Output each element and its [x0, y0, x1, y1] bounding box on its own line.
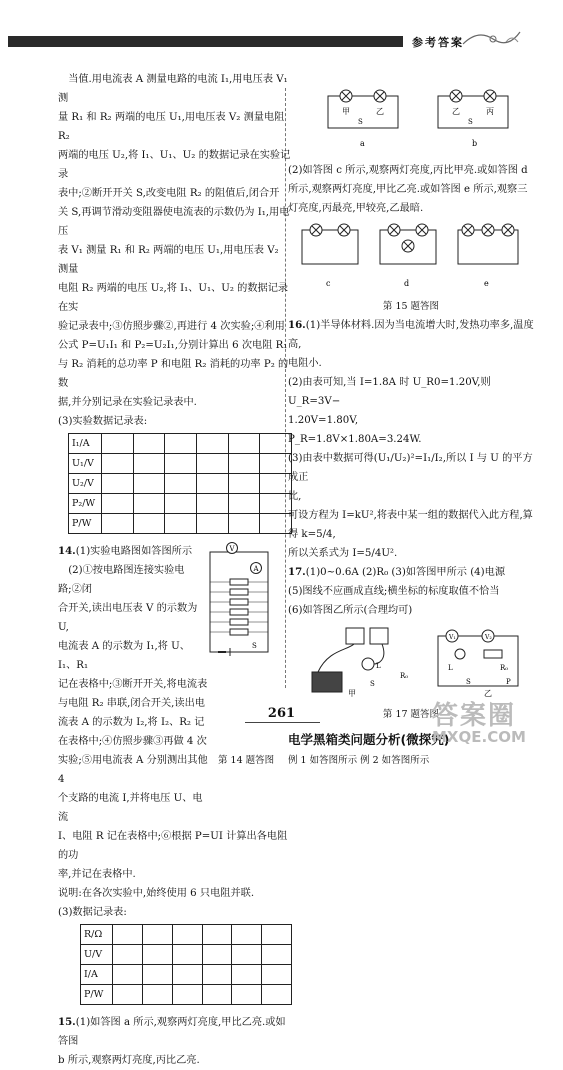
q17-figure	[288, 620, 528, 698]
q14-circuit-figure	[204, 542, 274, 660]
text-span: (1)实验电路图如答图所示	[75, 546, 193, 557]
text-line: 在表格中;④仿照步骤③再做 4 次	[58, 736, 207, 747]
table-cell	[172, 925, 202, 945]
text-line: 所以关系式为 I=5/4U².	[288, 548, 398, 559]
table-cell	[133, 454, 165, 474]
lamp-label: 甲	[342, 107, 350, 116]
table-cell	[101, 514, 133, 534]
page-number-rule	[245, 722, 320, 723]
text-line: (5)图线不应画成直线;横坐标的标度取值不恰当	[288, 586, 500, 597]
switch-label: S	[466, 678, 471, 686]
table-cell	[101, 474, 133, 494]
q16-line	[288, 316, 534, 354]
table-cell	[133, 474, 165, 494]
section-title: 电学黑箱类问题分析(微探究)	[288, 732, 450, 747]
header-stripe	[8, 36, 403, 47]
table-cell	[228, 474, 260, 494]
table-cell	[113, 925, 143, 945]
text-line: 合开关,读出电压表 V 的示数为 U,	[58, 603, 198, 633]
figure-caption: 第 14 题答图	[218, 755, 275, 766]
header-tag: 参考答案	[412, 36, 464, 49]
table-cell	[142, 985, 172, 1005]
lamp-label: 丙	[486, 107, 494, 116]
table-cell	[202, 945, 232, 965]
text-line: 记在表格中;③断开开关,将电流表	[58, 679, 208, 690]
table-cell	[262, 925, 292, 945]
row-header: U₂/V	[69, 474, 102, 494]
table-cell	[196, 474, 228, 494]
text-line: 说明:在各次实验中,始终使用 6 只电阻并联.	[58, 888, 255, 899]
table-cell	[113, 945, 143, 965]
switch-label: S	[468, 118, 473, 126]
table-cell	[260, 514, 292, 534]
text-line: 据,并分别记录在实验记录表中.	[58, 397, 197, 408]
q15-figure-cde	[288, 218, 528, 290]
row-header: P/W	[69, 514, 102, 534]
fig-label-d: d	[404, 279, 410, 288]
switch-label: S	[358, 118, 363, 126]
text-line: 公式 P=U₁I₁ 和 P₂=U₂I₁,分别计算出 6 次电阻 R₁	[58, 340, 288, 351]
question-number: 15.	[58, 1016, 76, 1028]
table-row	[69, 514, 292, 534]
q14-block	[58, 542, 292, 922]
text-line: 当值.用电流表 A 测量电路的电流 I₁,用电压表 V₁ 测	[58, 74, 288, 104]
fig-label-c: c	[326, 279, 331, 288]
text-line: 与 R₂ 消耗的总功率 P 和电阻 R₂ 消耗的功率 P₂ 的数	[58, 359, 289, 389]
page-number: 261	[267, 706, 296, 721]
table-cell	[172, 945, 202, 965]
text-line: 量 R₁ 和 R₂ 两端的电压 U₁,用电压表 V₂ 测量电阻 R₂	[58, 112, 285, 142]
text-span: (1)0~0.6A (2)R₀ (3)如答图甲所示 (4)电源	[305, 567, 506, 578]
text-line: P_R=1.8V×1.80A=3.24W.	[288, 434, 422, 445]
question-number: 14.	[58, 545, 76, 557]
table-cell	[228, 514, 260, 534]
text-line: 比,	[288, 491, 302, 502]
resistor-label: R₀	[500, 664, 509, 672]
table-cell	[228, 494, 260, 514]
table-cell	[133, 434, 165, 454]
text-line: 灯亮度,丙最亮,甲较亮,乙最暗.	[288, 203, 424, 214]
switch-label: S	[252, 642, 257, 650]
table-cell	[260, 494, 292, 514]
resistor-symbol	[230, 609, 248, 615]
text-line: I、电阻 R 记在表格中;⑥根据 P=UI 计算出各电阻的功	[58, 831, 288, 861]
q15-block	[58, 1013, 292, 1070]
text-line: 表 V₁ 测量 R₁ 和 R₂ 两端的电压 U₁,用电压表 V₂ 测量	[58, 245, 279, 275]
text-line: (3)由表中数据可得(U₁/U₂)²=I₁/I₂,所以 I 与 U 的平方成正	[288, 453, 533, 483]
question-number: 17.	[288, 566, 306, 578]
table-row	[81, 925, 292, 945]
text-span: (1)如答图 a 所示,观察两灯亮度,甲比乙亮.或如答图	[58, 1017, 286, 1047]
text-line: 所示,观察两灯亮度,甲比乙亮.或如答图 e 所示,观察三	[288, 184, 528, 195]
table-cell	[101, 494, 133, 514]
row-header: U/V	[81, 945, 113, 965]
voltmeter-label: V	[229, 545, 235, 553]
text-line: b 所示,观察两灯亮度,丙比乙亮.	[58, 1055, 200, 1066]
table-cell	[113, 965, 143, 985]
table-cell	[228, 434, 260, 454]
q13-continued	[58, 70, 292, 431]
text-line: (2)如答图 c 所示,观察两灯亮度,丙比甲亮.或如答图 d	[288, 165, 528, 176]
row-header: I/A	[81, 965, 113, 985]
text-line: (2)①按电路图连接实验电路;②闭	[58, 565, 185, 595]
text-span: (1)半导体材料.因为当电流增大时,发热功率多,温度高,	[288, 320, 534, 350]
fig-label-b: b	[472, 139, 478, 148]
table-cell	[196, 494, 228, 514]
page-header	[0, 0, 563, 60]
fig-label-jia: 甲	[348, 689, 356, 698]
table-title: (3)实验数据记录表:	[58, 416, 148, 427]
row-header: R/Ω	[81, 925, 113, 945]
table-cell	[196, 454, 228, 474]
text-line: 实验;⑤用电流表 A 分别测出其他 4	[58, 755, 208, 785]
table-cell	[172, 985, 202, 1005]
table-cell	[172, 965, 202, 985]
fig-label-e: e	[484, 279, 489, 288]
table-cell	[262, 985, 292, 1005]
resistor-symbol	[230, 619, 248, 625]
q15-figure-ab	[288, 84, 528, 154]
table-cell	[260, 434, 292, 454]
table-cell	[196, 514, 228, 534]
table-cell	[133, 514, 165, 534]
table-cell	[202, 985, 232, 1005]
table-cell	[142, 945, 172, 965]
left-column	[58, 70, 292, 1070]
text-line: 两端的电压 U₂,将 I₁、U₁、U₂ 的数据记录在实验记录	[58, 150, 291, 180]
voltmeter-label: V₁	[449, 634, 456, 641]
text-line: 得 k=5/4,	[288, 529, 336, 540]
watermark-bottom: MXQE.COM	[432, 728, 526, 746]
text-line: 个支路的电流 I,并将电压 U、电流	[58, 793, 203, 823]
q17-line	[288, 563, 534, 582]
table-cell	[262, 965, 292, 985]
text-line: 1.20V=1.80V,	[288, 415, 359, 426]
fig-label-yi: 乙	[484, 689, 492, 698]
table-cell	[260, 454, 292, 474]
table-cell	[165, 474, 197, 494]
example-line: 例 1 如答图所示 例 2 如答图所示	[288, 755, 430, 766]
figure-caption: 第 15 题答图	[382, 301, 440, 312]
text-line: 率,并记在表格中.	[58, 869, 136, 880]
table-cell	[101, 434, 133, 454]
voltmeter-label: V₂	[485, 634, 492, 641]
table-cell	[228, 454, 260, 474]
table-cell	[196, 434, 228, 454]
table-cell	[260, 474, 292, 494]
table-cell	[142, 965, 172, 985]
row-header: I₁/A	[69, 434, 102, 454]
resistor-symbol	[230, 589, 248, 595]
table-row	[81, 985, 292, 1005]
lamp-label: 乙	[452, 107, 460, 116]
ammeter-label: A	[253, 565, 259, 573]
lamp-label: L	[448, 664, 453, 672]
table-cell	[133, 494, 165, 514]
text-line: 电流表 A 的示数为 I₁,将 U、I₁、R₁	[58, 641, 190, 671]
text-line: 表中;②断开开关 S,改变电阻 R₂ 的阻值后,闭合开	[58, 188, 280, 199]
lamp-label: L	[376, 662, 381, 670]
switch-label: S	[370, 680, 375, 688]
table-row	[69, 474, 292, 494]
text-line: 电阻小.	[288, 358, 322, 369]
resistor-symbol	[230, 629, 248, 635]
table-cell	[101, 454, 133, 474]
header-decoration-icon	[458, 24, 528, 54]
q14-record-table	[80, 924, 292, 1005]
text-line: 关 S,再调节滑动变阻器使电流表的示数仍为 I₁,用电压	[58, 207, 290, 237]
text-line: 可设方程为 I=kU²,将表中某一组的数据代入此方程,算	[288, 510, 533, 521]
text-line: (2)由表可知,当 I=1.8A 时 U_R0=1.20V,则 U_R=3V−	[288, 377, 491, 407]
table-cell	[232, 985, 262, 1005]
resistor-label: R₀	[400, 672, 409, 680]
row-header: U₁/V	[69, 454, 102, 474]
table-row	[69, 434, 292, 454]
table-row	[69, 494, 292, 514]
lamp-label: 乙	[376, 107, 384, 116]
table-cell	[202, 925, 232, 945]
text-line: 流表 A 的示数为 I₂,将 I₂、R₂ 记	[58, 717, 205, 728]
table-cell	[165, 434, 197, 454]
q15-line	[58, 1013, 292, 1051]
table-cell	[262, 945, 292, 965]
watermark	[432, 695, 526, 746]
text-line: (6)如答图乙所示(合理均可)	[288, 605, 413, 616]
fig-label-a: a	[360, 139, 365, 148]
row-header: P₂/W	[69, 494, 102, 514]
table-cell	[165, 514, 197, 534]
table-title: (3)数据记录表:	[58, 907, 127, 918]
table-cell	[165, 454, 197, 474]
table-row	[81, 965, 292, 985]
text-line: 验记录表中;③仿照步骤②,再进行 4 次实验;④利用	[58, 321, 285, 332]
table-row	[69, 454, 292, 474]
resistor-symbol	[230, 599, 248, 605]
table-cell	[142, 925, 172, 945]
watermark-top: 答案圈	[432, 701, 517, 731]
slider-label: P	[506, 678, 511, 686]
table-cell	[113, 985, 143, 1005]
question-number: 16.	[288, 319, 306, 331]
row-header: P/W	[81, 985, 113, 1005]
table-row	[81, 945, 292, 965]
table-cell	[165, 494, 197, 514]
table-cell	[232, 945, 262, 965]
right-column	[288, 84, 534, 770]
table-cell	[232, 925, 262, 945]
table-cell	[232, 965, 262, 985]
resistor-symbol	[230, 579, 248, 585]
table-cell	[202, 965, 232, 985]
q13-record-table	[68, 433, 292, 534]
text-line: 电阻 R₂ 两端的电压 U₂,将 I₁、U₁、U₂ 的数据记录在实	[58, 283, 289, 313]
text-line: 与电阻 R₂ 串联,闭合开关,读出电	[58, 698, 205, 709]
figure-caption: 第 17 题答图	[382, 709, 440, 720]
